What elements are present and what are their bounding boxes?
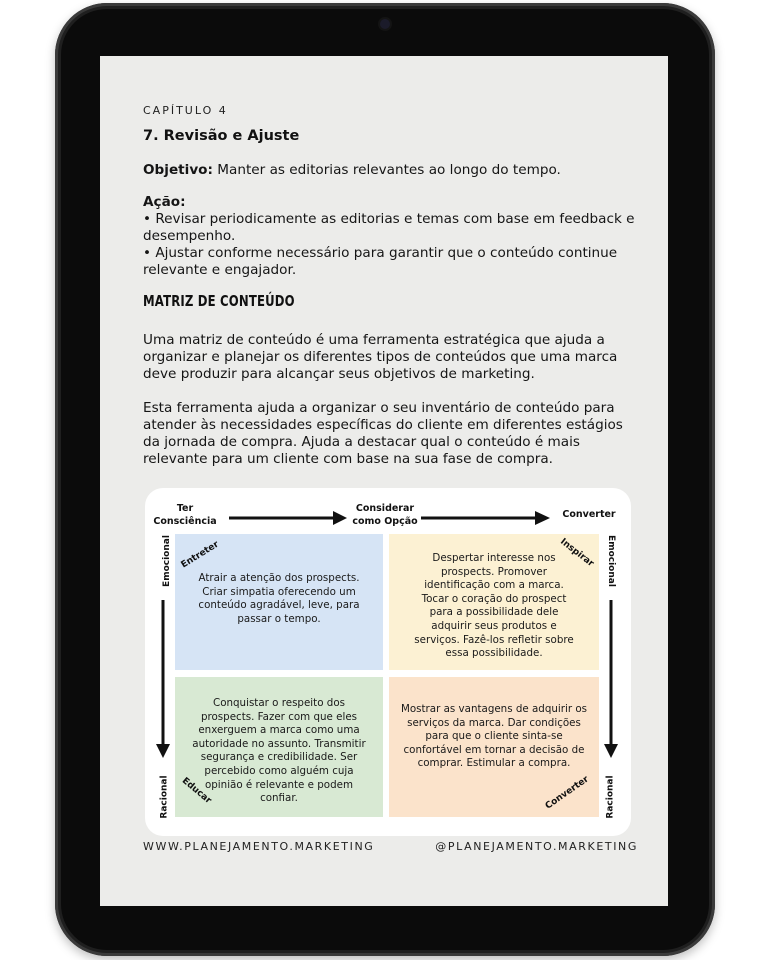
stage-consideration: Considerar como Opção <box>352 503 418 527</box>
section-title: 7. Revisão e Ajuste <box>143 128 300 144</box>
arrow-down-icon <box>156 600 170 758</box>
chapter-label: CAPÍTULO 4 <box>143 104 228 117</box>
arrow-right-icon <box>421 511 550 525</box>
action-item: • Revisar periodicamente as editorias e temas com base em feedback e desempenho. <box>143 211 635 244</box>
action-block <box>143 194 643 279</box>
content-matrix <box>145 488 631 836</box>
arrow-right-icon <box>229 511 347 525</box>
intro-paragraph: Uma matriz de conteúdo é uma ferramenta estratégica que ajuda a organizar e planejar os diferentes tipos de conteúdos que uma marca deve produzir para alcançar seus objetivos de marketing. <box>143 332 618 382</box>
footer-handle: @PLANEJAMENTO.MARKETING <box>435 840 638 853</box>
arrow-down-icon <box>604 600 618 758</box>
objective-text: Manter as editorias relevantes ao longo do tempo. <box>212 162 561 178</box>
stage-awareness: Ter Consciência <box>153 503 217 527</box>
quadrant-inspire-text: Despertar interesse nos prospects. Promover identificação com a marca. Tocar o coração do prospect para a possibilidade dele adquirir seus produtos e serviços. Fazê-los refletir sobre essa possibilidade. <box>414 552 574 660</box>
axis-rational-left: Racional <box>159 775 170 819</box>
axis-emotional-right: Emocional <box>605 535 616 587</box>
action-label: Ação: <box>143 194 186 210</box>
quadrant-educate-text: Conquistar o respeito dos prospects. Fazer com que eles enxerguem a marca como uma autoridade no assunto. Transmitir segurança e credibilidade. Ser percebido como alguém cuja opinião é relevante e podem confiar. <box>192 697 366 805</box>
stage-conversion: Converter <box>562 509 616 520</box>
objective-paragraph <box>143 162 643 179</box>
footer-website: WWW.PLANEJAMENTO.MARKETING <box>143 840 375 853</box>
axis-emotional-left: Emocional <box>161 535 172 587</box>
label-educate: Educar <box>179 775 213 807</box>
axis-rational-right: Racional <box>605 775 616 819</box>
objective-label: Objetivo: <box>143 162 213 178</box>
label-entertain: Entreter <box>179 539 221 571</box>
matrix-heading: MATRIZ DE CONTEÚDO <box>143 292 295 310</box>
quadrant-convert-text: Mostrar as vantagens de adquirir os serviços da marca. Dar condições para que o cliente sinta-se confortável em tornar a decisão de comprar. Estimular a compra. <box>400 703 588 770</box>
label-inspire: Inspirar <box>558 536 596 570</box>
front-camera <box>380 19 390 29</box>
action-item: • Ajustar conforme necessário para garantir que o conteúdo continue relevante e engajador. <box>143 245 618 278</box>
quadrant-entertain-text: Atrair a atenção dos prospects. Criar simpatia oferecendo um conteúdo agradável, leve, para passar o tempo. <box>198 572 360 625</box>
tool-paragraph: Esta ferramenta ajuda a organizar o seu inventário de conteúdo para atender às necessidades específicas do cliente em diferentes estágios da jornada de compra. Ajuda a destacar qual o conteúdo é mais relevante para um cliente com base na sua fase de compra. <box>143 400 623 467</box>
ebook-page[interactable] <box>100 56 668 906</box>
quadrant-inspire <box>389 534 599 670</box>
label-convert: Converter <box>543 774 591 812</box>
